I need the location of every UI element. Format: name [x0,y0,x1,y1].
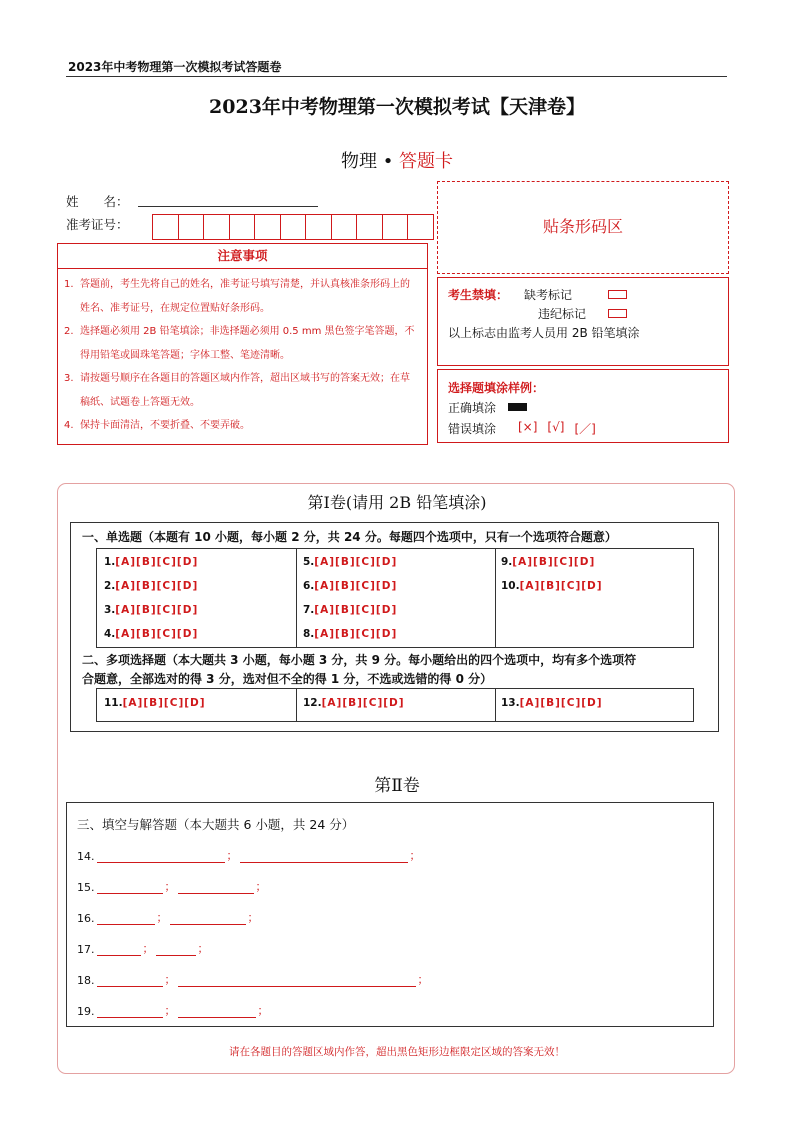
answer-blank[interactable] [156,943,196,956]
id-digit-box[interactable] [203,214,229,240]
id-digit-box[interactable] [229,214,255,240]
id-digit-box[interactable] [382,214,408,240]
fill-row-14: 14. ； ； [77,849,421,863]
question-12[interactable]: 12.[A][B][C][D] [303,697,405,709]
answer-blank[interactable] [97,943,141,956]
answer-blank[interactable] [178,974,416,987]
answer-blank[interactable] [240,850,408,863]
question-8[interactable]: 8.[A][B][C][D] [303,628,398,640]
fill-row-16: 16. ； ； [77,911,259,925]
question-7[interactable]: 7.[A][B][C][D] [303,604,398,616]
id-digit-box[interactable] [178,214,204,240]
notice-item: 4. 保持卡面清洁，不要折叠、不要弄破。 [64,420,250,431]
id-digit-box[interactable] [331,214,357,240]
id-digit-box[interactable] [407,214,434,240]
forbidden-box [437,277,729,366]
wrong-mark-check: [√] [547,420,565,434]
single-choice-grid [96,548,694,648]
question-4[interactable]: 4.[A][B][C][D] [104,628,199,640]
answer-blank[interactable] [97,850,225,863]
forbidden-note: 以上标志由监考人员用 2B 铅笔填涂 [448,326,640,340]
answer-blank[interactable] [97,881,163,894]
part1-title: 第Ⅰ卷(请用 2B 铅笔填涂) [307,493,487,512]
filled-sample-icon [508,403,527,411]
id-label: 准考证号： [66,217,129,232]
answer-blank[interactable] [97,912,155,925]
answer-blank[interactable] [178,1005,256,1018]
question-5[interactable]: 5.[A][B][C][D] [303,556,398,568]
single-choice-heading: 一、单选题（本题有 10 小题，每小题 2 分，共 24 分。每题四个选项中，只有一个选项符合题意） [82,530,617,544]
fill-row-19: 19. ； ； [77,1004,269,1018]
answer-blank[interactable] [97,974,163,987]
barcode-label: 贴条形码区 [542,217,623,236]
id-digit-box[interactable] [356,214,382,240]
notice-box [57,268,428,445]
answer-blank[interactable] [97,1005,163,1018]
id-digit-box[interactable] [254,214,280,240]
wrong-mark-slash: [／] [574,422,596,436]
question-13[interactable]: 13.[A][B][C][D] [501,697,603,709]
fill-section-heading: 三、填空与解答题（本大题共 6 小题，共 24 分） [77,817,355,832]
question-6[interactable]: 6.[A][B][C][D] [303,580,398,592]
question-1[interactable]: 1.[A][B][C][D] [104,556,199,568]
sample-title: 选择题填涂样例： [448,381,545,395]
multi-choice-heading-1: 二、多项选择题（本大题共 3 小题，每小题 3 分，共 9 分。每小题给出的四个选项中，均有多个选项符 [82,653,637,667]
multi-choice-heading-2: 合题意，全部选对的得 3 分，选对但不全的得 1 分，不选或选错的得 0 分） [82,672,493,686]
page-subtitle [0,147,794,173]
notice-list [64,273,424,438]
wrong-label: 错误填涂 [448,422,497,436]
question-9[interactable]: 9.[A][B][C][D] [501,556,596,568]
missing-mark-box[interactable] [608,290,627,299]
question-11[interactable]: 11.[A][B][C][D] [104,697,206,709]
subtitle-card: 答题卡 [399,151,454,172]
id-digit-box[interactable] [152,214,178,240]
name-field[interactable] [138,206,318,207]
fill-row-18: 18. ； ； [77,973,429,987]
notice-item: 2. 选择题必须用 2B 铅笔填涂；非选择题必须用 0.5 mm 黑色签字笔答题，不得用铅笔或圆珠笔答题；字体工整、笔迹清晰。 [64,326,415,361]
correct-label: 正确填涂 [448,401,497,415]
forbidden-label: 考生禁填： [448,288,509,302]
notice-item: 3. 请按题号顺序在各题目的答题区域内作答，超出区域书写的答案无效；在草稿纸、试题卷上答题无效。 [64,373,410,408]
footer-warning: 请在各题目的答题区域内作答，超出黑色矩形边框限定区域的答案无效！ [229,1046,565,1058]
answer-blank[interactable] [170,912,246,925]
header-divider [66,76,727,77]
wrong-mark-cross: [×] [518,420,538,434]
fill-row-17: 17. ； ； [77,942,209,956]
subtitle-dot: • [382,151,394,172]
title-main: 2023年中考物理第一次模拟考试 [209,96,490,118]
sample-box [437,369,729,443]
wrong-marks [518,420,596,437]
part2-title: 第Ⅱ卷 [374,776,420,796]
id-digit-box[interactable] [280,214,306,240]
id-number-boxes[interactable] [152,214,434,240]
notice-item: 1. 答题前，考生先将自己的姓名，准考证号填写清楚，并认真核准条形码上的姓名、准考证号，在规定位置贴好条形码。 [64,279,410,314]
fill-row-15: 15. ； ； [77,880,267,894]
page-title [0,92,794,119]
question-2[interactable]: 2.[A][B][C][D] [104,580,199,592]
running-header: 2023年中考物理第一次模拟考试答题卷 [68,60,282,74]
barcode-area [437,181,729,274]
subjective-section [66,802,714,1027]
multi-choice-grid [96,688,694,722]
question-3[interactable]: 3.[A][B][C][D] [104,604,199,616]
question-10[interactable]: 10.[A][B][C][D] [501,580,603,592]
subtitle-subject: 物理 [340,151,377,172]
name-label: 姓 名： [66,194,129,209]
id-digit-box[interactable] [305,214,331,240]
notice-heading: 注意事项 [57,243,428,269]
violation-mark-box[interactable] [608,309,627,318]
title-bracket: 【天津卷】 [489,96,585,118]
missing-label: 缺考标记 [524,288,573,302]
violation-label: 违纪标记 [538,307,587,321]
answer-blank[interactable] [178,881,254,894]
